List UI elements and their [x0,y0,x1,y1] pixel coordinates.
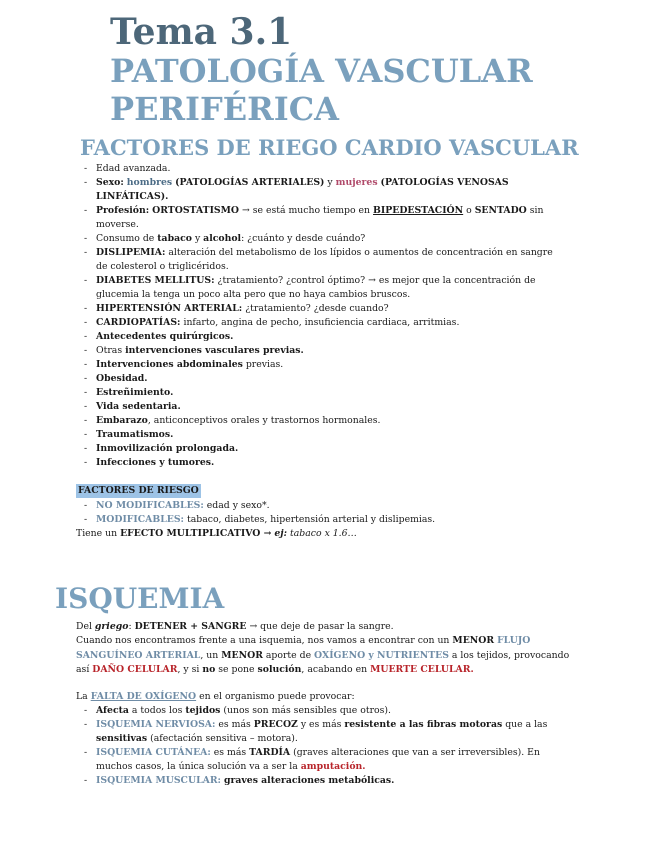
list-item: - Edad avanzada. [84,162,564,176]
list-item: - Embarazo, anticonceptivos orales y trastornos hormonales. [84,414,564,428]
list-item: - ISQUEMIA CUTÁNEA: es más TARDÍA (graves alteraciones que van a ser irreversibles). En muchos casos, la única solución va a ser la amputación. [84,746,574,774]
list-item: - Vida sedentaria. [84,400,564,414]
risk-factor-list [84,162,564,470]
list-item: - Consumo de tabaco y alcohol: ¿cuánto y desde cuándo? [84,232,564,246]
list-item: - Infecciones y tumores. [84,456,564,470]
list-item: - Inmovilización prolongada. [84,442,564,456]
list-item: - HIPERTENSIÓN ARTERIAL: ¿tratamiento? ¿desde cuando? [84,302,564,316]
paragraph: Cuando nos encontramos frente a una isquemia, nos vamos a encontrar con un MENOR FLUJO SANGUÍNEO ARTERIAL, un MENOR aporte de OXÍGENO y NUTRIENTES a los tejidos, provocando así DAÑO CELULAR, y si no se pone solución, acabando en MUERTE CELULAR. [76,635,570,675]
page-subtitle: PATOLOGÍA VASCULAR PERIFÉRICA [110,52,533,128]
paragraph: La FALTA DE OXÍGENO en el organismo puede provocar: [76,691,355,702]
paragraph: Del griego: DETENER + SANGRE → que deje de pasar la sangre. [76,621,394,632]
highlighted-subheading: FACTORES DE RIESGO [78,485,199,496]
list-item: - Afecta a todos los tejidos (unos son más sensibles que otros). [84,704,574,718]
list-item: - ISQUEMIA NERVIOSA: es más PRECOZ y es más resistente a las fibras motoras que a las sensitivas (afectación sensitiva – motora). [84,718,574,746]
list-item: - DIABETES MELLITUS: ¿tratamiento? ¿control óptimo? → es mejor que la concentración de glucemia la tenga un poco alta pero que no haya cambios bruscos. [84,274,564,302]
list-item: - CARDIOPATÍAS: infarto, angina de pecho, insuficiencia cardiaca, arritmias. [84,316,564,330]
list-item: - Obesidad. [84,372,564,386]
list-item: - DISLIPEMIA: alteración del metabolismo de los lípidos o aumentos de concentración en sangre de colesterol o triglicéridos. [84,246,564,274]
list-item: - Traumatismos. [84,428,564,442]
list-item: - NO MODIFICABLES: edad y sexo*. [84,499,564,513]
page-title: Tema 3.1 [110,11,293,53]
list-item: - Sexo: hombres (PATOLOGÍAS ARTERIALES) y mujeres (PATOLOGÍAS VENOSAS LINFÁTICAS). [84,176,564,204]
list-item: - ISQUEMIA MUSCULAR: graves alteraciones metabólicas. [84,774,574,788]
section-heading-factores: FACTORES DE RIEGO CARDIO VASCULAR [80,135,579,160]
list-item: - Estreñimiento. [84,386,564,400]
modifiable-list [84,499,564,527]
multiplicative-effect-line: Tiene un EFECTO MULTIPLICATIVO → ej: tabaco x 1.6… [76,528,357,539]
list-item: - MODIFICABLES: tabaco, diabetes, hipertensión arterial y dislipemias. [84,513,564,527]
ischemia-effects-list [84,704,574,788]
list-item: - Profesión: ORTOSTATISMO → se está mucho tiempo en BIPEDESTACIÓN o SENTADO sin moverse. [84,204,564,232]
list-item: - Intervenciones abdominales previas. [84,358,564,372]
list-item: - Antecedentes quirúrgicos. [84,330,564,344]
list-item: - Otras intervenciones vasculares previas. [84,344,564,358]
section-heading-isquemia: ISQUEMIA [55,582,225,615]
